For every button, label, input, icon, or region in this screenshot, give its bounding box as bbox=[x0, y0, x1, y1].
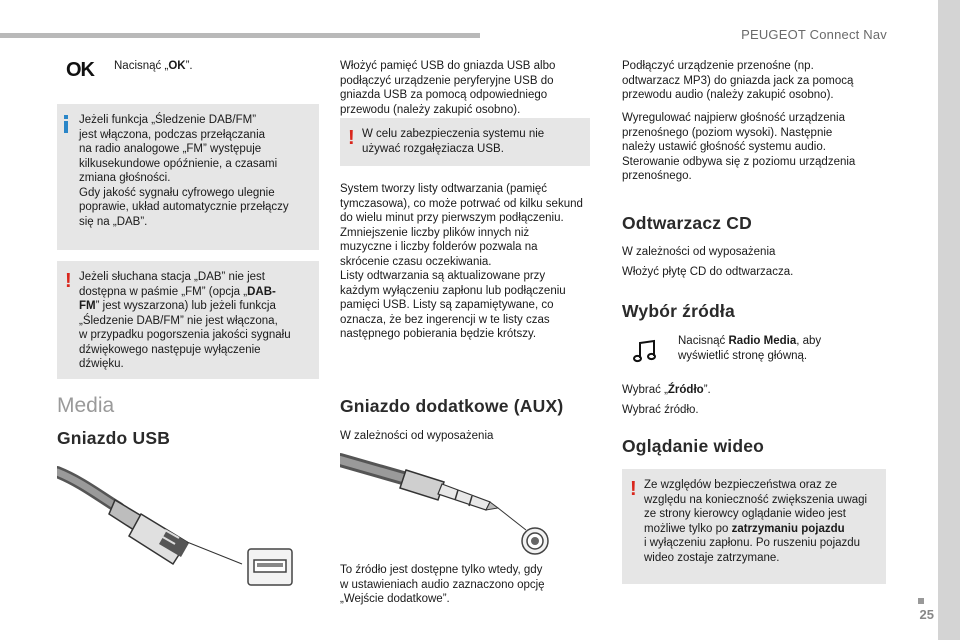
info-line: się na „DAB”. bbox=[79, 215, 148, 228]
page-number: 25 bbox=[919, 607, 934, 622]
cd-equipment: W zależności od wyposażenia bbox=[622, 246, 776, 258]
warn-line bbox=[79, 285, 309, 300]
music-note-icon bbox=[632, 338, 658, 364]
text-bold: Źródło bbox=[667, 384, 704, 396]
heading-cd: Odtwarzacz CD bbox=[622, 213, 752, 233]
heading-source: Wybór źródła bbox=[622, 301, 735, 321]
aux-equipment: W zależności od wyposażenia bbox=[340, 430, 494, 442]
usb-intro bbox=[340, 59, 555, 117]
ok-text-bold: OK bbox=[168, 60, 186, 72]
info-line: jest włączona, podczas przełączania bbox=[79, 128, 266, 141]
text-line: odtwarzacz MP3) do gniazda jack za pomocą bbox=[622, 74, 854, 87]
warn-line: używać rozgałęziacza USB. bbox=[362, 142, 504, 155]
text-line: przenośnego. bbox=[622, 170, 692, 182]
warn-line: W celu zabezpieczenia systemu nie bbox=[362, 128, 545, 140]
warn-text: możliwe tylko po bbox=[644, 522, 732, 535]
warn-bold: FM bbox=[79, 300, 96, 312]
text: Nacisnąć bbox=[678, 335, 729, 347]
source-press-instruction bbox=[678, 334, 821, 363]
warn-line: ze strony kierowcy oglądanie wideo jest bbox=[644, 508, 846, 520]
jack-socket-illustration bbox=[520, 526, 550, 556]
text-line: „Wejście dodatkowe”. bbox=[340, 593, 450, 605]
warn-bold: DAB- bbox=[247, 285, 276, 298]
cd-insert: Włożyć płytę CD do odtwarzacza. bbox=[622, 266, 794, 278]
text-line: każdym wyłączeniu zapłonu lub podłączeniu bbox=[340, 284, 566, 297]
warn-line: w przypadku pogorszenia jakości sygnału bbox=[79, 329, 291, 341]
text-bold: Radio Media bbox=[728, 335, 797, 347]
warn-text: ” jest wyszarzona) lub jeżeli funkcja bbox=[95, 300, 276, 312]
info-box-dab bbox=[57, 104, 319, 250]
text-line: Podłączyć urządzenie przenośne (np. bbox=[622, 60, 814, 72]
text-line: System tworzy listy odtwarzania (pamięć bbox=[340, 183, 548, 195]
warning-box-dab bbox=[57, 261, 319, 379]
text: Wybrać „ bbox=[622, 384, 668, 396]
section-title-media: Media bbox=[57, 394, 115, 417]
ok-button-icon: OK bbox=[66, 59, 94, 81]
text-line: Zmniejszenie liczby plików innych niż bbox=[340, 226, 530, 239]
warn-line: „Śledzenie DAB/FM” nie jest włączona, bbox=[79, 314, 278, 327]
warn-line bbox=[79, 299, 309, 314]
usb-port-illustration bbox=[247, 548, 293, 586]
text-line: Sterowanie odbywa się z poziomu urządzenia bbox=[622, 155, 856, 168]
text-line: skrócenie czasu oczekiwania. bbox=[340, 255, 492, 268]
info-line: poprawie, układ automatycznie przełączy bbox=[79, 201, 289, 213]
text: ”. bbox=[703, 384, 711, 396]
aux-volume bbox=[622, 111, 855, 184]
text-line: tymczasowa), co może potrwać od kilku sekund bbox=[340, 197, 583, 210]
warn-line: dźwięku. bbox=[79, 358, 124, 370]
warn-line bbox=[644, 522, 876, 537]
heading-aux: Gniazdo dodatkowe (AUX) bbox=[340, 396, 564, 416]
text-line: podłączyć urządzenie peryferyjne USB do bbox=[340, 74, 554, 87]
info-line: zmiana głośności. bbox=[79, 172, 171, 184]
warn-line: dźwiękowego następuje wyłączenie bbox=[79, 343, 261, 356]
playlist-text bbox=[340, 182, 583, 342]
aux-note bbox=[340, 563, 545, 607]
ok-text-prefix: Nacisnąć „ bbox=[114, 60, 169, 72]
text-line bbox=[678, 334, 821, 349]
text-line: oznacza, że bez ingerencji w te listy czas bbox=[340, 313, 550, 326]
warning-icon: ! bbox=[630, 478, 637, 500]
text-line: do wielu minut przy pierwszym podłączeniu. bbox=[340, 212, 564, 224]
warning-icon: ! bbox=[65, 270, 72, 292]
text-line: To źródło jest dostępne tylko wtedy, gdy bbox=[340, 564, 543, 576]
source-choose: Wybrać źródło. bbox=[622, 404, 699, 416]
text-line: muzyczne i liczby folderów pozwala na bbox=[340, 241, 538, 253]
ok-text-suffix: ”. bbox=[185, 60, 193, 72]
info-line: kilkusekundowe opóźnienie, a czasami bbox=[79, 157, 278, 170]
text-line: Listy odtwarzania są aktualizowane przy bbox=[340, 270, 546, 282]
header-bar bbox=[0, 33, 480, 38]
page-edge-strip bbox=[938, 0, 960, 640]
aux-connect bbox=[622, 59, 853, 103]
header-title: PEUGEOT Connect Nav bbox=[741, 27, 887, 42]
info-icon bbox=[64, 115, 68, 133]
warn-line: wideo zostaje zatrzymane. bbox=[644, 551, 780, 564]
heading-usb: Gniazdo USB bbox=[57, 428, 171, 448]
heading-video: Oglądanie wideo bbox=[622, 436, 765, 456]
text-line: gniazda USB za pomocą odpowiedniego bbox=[340, 89, 548, 101]
text-line: przewodu audio (należy zakupić osobno). bbox=[622, 89, 834, 101]
text-line: w ustawieniach audio zaznaczono opcję bbox=[340, 578, 545, 591]
text-line: następnego pobierania będzie krótszy. bbox=[340, 328, 537, 340]
text-line: Włożyć pamięć USB do gniazda USB albo bbox=[340, 60, 556, 72]
text-line: przenośnego (poziom wysoki). Następnie bbox=[622, 126, 833, 139]
page-marker bbox=[918, 598, 924, 604]
text-line: pamięci USB. Listy są zapamiętywane, co bbox=[340, 299, 554, 311]
warn-text: dostępna w paśmie „FM” (opcja „ bbox=[79, 285, 248, 298]
warn-bold: zatrzymaniu pojazdu bbox=[731, 522, 845, 535]
warn-line: względu na konieczność zwiększenia uwagi bbox=[644, 493, 868, 506]
text-line: Wyregulować najpierw głośność urządzenia bbox=[622, 112, 845, 124]
text: , aby bbox=[796, 335, 822, 347]
ok-instruction bbox=[114, 59, 314, 74]
warning-icon: ! bbox=[348, 127, 355, 149]
source-select bbox=[622, 383, 711, 398]
info-line: Gdy jakość sygnału cyfrowego ulegnie bbox=[79, 186, 275, 199]
warning-box-video bbox=[622, 469, 886, 584]
warning-box-usb bbox=[340, 118, 590, 166]
info-line: Jeżeli funkcja „Śledzenie DAB/FM” bbox=[79, 114, 257, 126]
warn-line: i wyłączeniu zapłonu. Po ruszeniu pojazdu bbox=[644, 537, 861, 549]
info-line: na radio analogowe „FM” występuje bbox=[79, 143, 262, 155]
warn-line: Jeżeli słuchana stacja „DAB” nie jest bbox=[79, 271, 265, 283]
text-line: przewodu (należy zakupić osobno). bbox=[340, 103, 521, 116]
text-line: wyświetlić stronę główną. bbox=[678, 349, 808, 362]
text-line: należy ustawić głośność systemu audio. bbox=[622, 141, 826, 153]
warn-line: Ze względów bezpieczeństwa oraz ze bbox=[644, 479, 838, 491]
